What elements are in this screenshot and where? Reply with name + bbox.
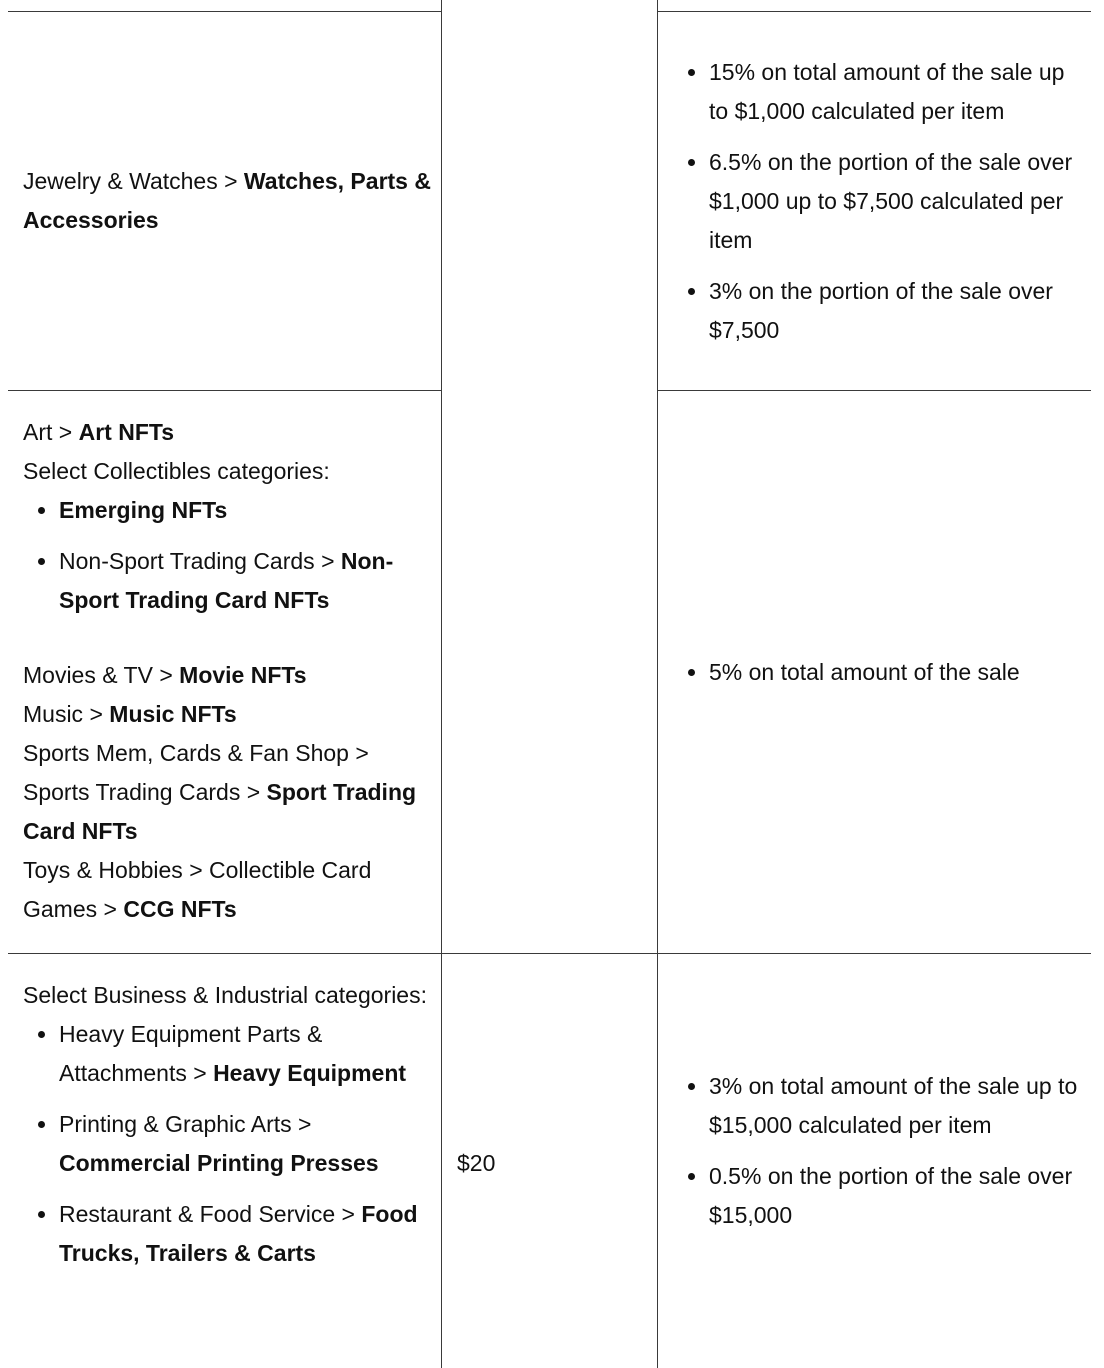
- rate-item: • 3% on the portion of the sale over $7,500: [709, 272, 1085, 350]
- table-row-rate-cell: [673, 391, 1085, 953]
- table-row-rate-cell: [673, 12, 1085, 390]
- list-item: • Printing & Graphic Arts > Commercial Printing Presses: [59, 1105, 438, 1183]
- select-label: Select Business & Industrial categories:: [23, 982, 427, 1008]
- table-row-fee-cell: [457, 954, 647, 1368]
- rate-item: • 5% on total amount of the sale: [709, 653, 1085, 692]
- fee-value: $20: [457, 1149, 496, 1176]
- select-label: Select Collectibles categories:: [23, 458, 330, 484]
- row-divider: [8, 390, 441, 391]
- table-row-rate-cell: [673, 954, 1085, 1348]
- category-list: [23, 491, 438, 620]
- rate-list: [673, 653, 1085, 692]
- category-path: Art > Art NFTs: [23, 419, 175, 445]
- fee-table: [8, 0, 1091, 1368]
- rate-item: • 3% on total amount of the sale up to $15,000 calculated per item: [709, 1067, 1085, 1145]
- rate-list: [673, 1067, 1085, 1235]
- category-path: Music > Music NFTs: [23, 701, 237, 727]
- list-item: • Emerging NFTs: [59, 491, 438, 530]
- list-item: • Heavy Equipment Parts & Attachments > Heavy Equipment: [59, 1015, 438, 1093]
- list-item: • Non-Sport Trading Cards > Non-Sport Trading Card NFTs: [59, 542, 438, 620]
- category-path: Sports Mem, Cards & Fan Shop > Sports Trading Cards > Sport Trading Card NFTs: [23, 740, 417, 844]
- rate-list: [673, 53, 1085, 350]
- category-list: [23, 1015, 438, 1273]
- table-row-category-cell: [23, 413, 438, 931]
- column-divider: [657, 0, 658, 1368]
- list-item: • Restaurant & Food Service > Food Trucks, Trailers & Carts: [59, 1195, 438, 1273]
- category-path: Toys & Hobbies > Collectible Card Games > CCG NFTs: [23, 857, 372, 922]
- rate-item: • 15% on total amount of the sale up to $1,000 calculated per item: [709, 53, 1085, 131]
- column-divider: [441, 0, 442, 1368]
- category-path: Movies & TV > Movie NFTs: [23, 662, 307, 688]
- table-row-category-cell: [23, 976, 438, 1316]
- table-row-category-cell: [23, 12, 438, 390]
- rate-item: • 6.5% on the portion of the sale over $1,000 up to $7,500 calculated per item: [709, 143, 1085, 260]
- rate-item: • 0.5% on the portion of the sale over $15,000: [709, 1157, 1085, 1235]
- category-path: Jewelry & Watches > Watches, Parts & Accessories: [23, 168, 431, 233]
